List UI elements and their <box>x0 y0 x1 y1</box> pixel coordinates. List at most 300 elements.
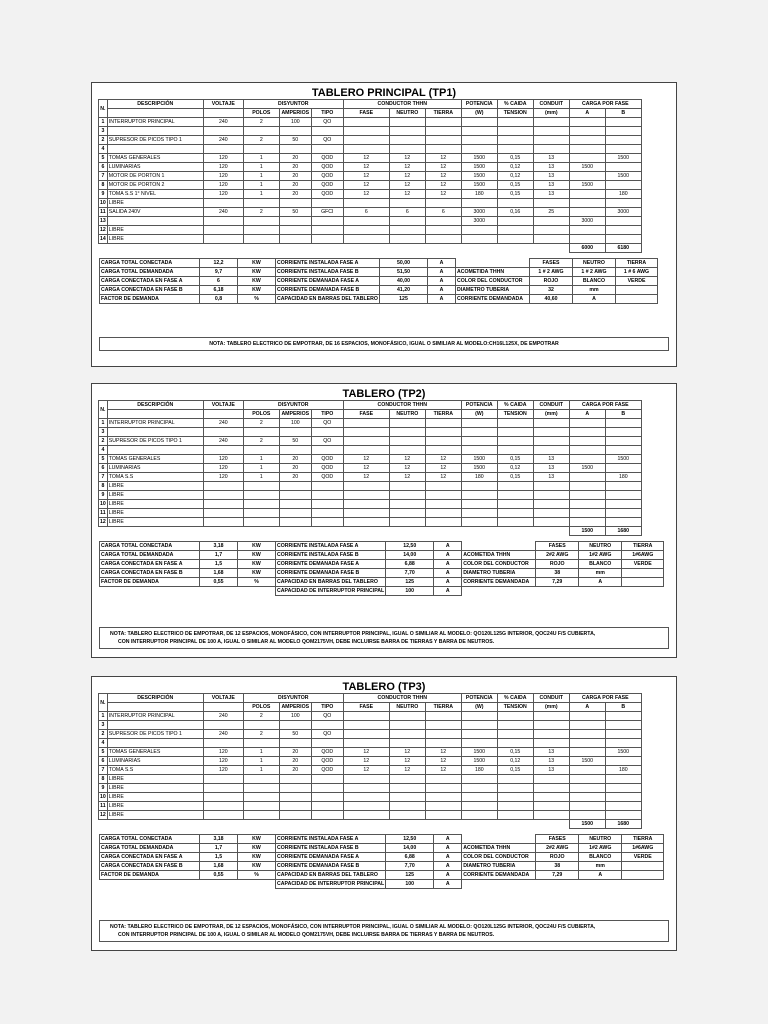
blank-cell <box>243 820 279 829</box>
cell-n: 7 <box>99 766 108 775</box>
cell-amp <box>279 226 311 235</box>
cell-neu: 12 <box>389 172 425 181</box>
summary-v3: 38 <box>536 862 579 871</box>
col-subheader-amperios: AMPERIOS <box>279 109 311 118</box>
summary-u: % <box>238 295 276 304</box>
cell-b <box>605 163 641 172</box>
cell-amp: 20 <box>279 190 311 199</box>
cell-caida <box>497 811 533 820</box>
table-row <box>99 455 642 464</box>
summary-v3 <box>536 587 579 596</box>
cell-tipo <box>311 500 343 509</box>
cell-v: 120 <box>203 181 243 190</box>
cell-p: 1 <box>243 757 279 766</box>
cell-tie <box>425 437 461 446</box>
cell-n: 4 <box>99 145 108 154</box>
cell-p: 2 <box>243 437 279 446</box>
blank-cell <box>497 244 533 253</box>
cell-desc: LIBRE <box>107 793 203 802</box>
summary-v <box>200 880 238 889</box>
cell-b: 3000 <box>605 208 641 217</box>
cell-p <box>243 500 279 509</box>
cell-desc: LIBRE <box>107 500 203 509</box>
col-subheader-blank <box>107 703 203 712</box>
cell-b <box>605 739 641 748</box>
cell-neu <box>389 446 425 455</box>
cell-fase <box>343 136 389 145</box>
table-row <box>99 208 642 217</box>
summary-v4: 1#2 AWG <box>579 551 622 560</box>
cell-tie: 12 <box>425 473 461 482</box>
summary-l: CARGA TOTAL DEMANDADA <box>100 844 200 853</box>
cell-n: 5 <box>99 154 108 163</box>
summary-l2: CORRIENTE INSTALADA FASE A <box>276 542 386 551</box>
cell-desc: TOMAS GENERALES <box>107 748 203 757</box>
cell-desc: TOMA S.S <box>107 766 203 775</box>
cell-tie <box>425 217 461 226</box>
cell-desc: MOTOR DE PORTON 2 <box>107 181 203 190</box>
cell-p <box>243 235 279 244</box>
summary-v3: 40,60 <box>530 295 573 304</box>
cell-neu <box>389 739 425 748</box>
col-header-conductor: CONDUCTOR THHN <box>343 694 461 703</box>
summary-l2: CAPACIDAD EN BARRAS DEL TABLERO <box>276 578 386 587</box>
cell-desc: LUMINARIAS <box>107 757 203 766</box>
cell-tipo: QOD <box>311 473 343 482</box>
cell-desc: SUPRESOR DE PICOS TIPO 1 <box>107 437 203 446</box>
cell-cond <box>533 118 569 127</box>
cell-p: 2 <box>243 118 279 127</box>
blank-cell <box>99 820 108 829</box>
cell-neu <box>389 145 425 154</box>
cell-v: 120 <box>203 766 243 775</box>
summary-v3: 2#2 AWG <box>536 844 579 853</box>
cell-b <box>605 127 641 136</box>
summary-u2: A <box>434 578 462 587</box>
cell-v <box>203 446 243 455</box>
cell-n: 9 <box>99 491 108 500</box>
col-header-voltaje: VOLTAJE <box>203 694 243 703</box>
summary-l3 <box>462 880 536 889</box>
cell-v <box>203 802 243 811</box>
cell-v: 120 <box>203 455 243 464</box>
cell-desc: TOMAS GENERALES <box>107 455 203 464</box>
cell-tipo <box>311 509 343 518</box>
cell-pot <box>461 199 497 208</box>
cell-p <box>243 482 279 491</box>
cell-p <box>243 811 279 820</box>
cell-fase <box>343 482 389 491</box>
cell-tipo: QOD <box>311 748 343 757</box>
col-subheader-blank <box>203 410 243 419</box>
cell-desc: LIBRE <box>107 518 203 527</box>
summary-u: KW <box>238 277 276 286</box>
summary-v3: 7,29 <box>536 871 579 880</box>
cell-tipo: QOD <box>311 455 343 464</box>
cell-b: 180 <box>605 190 641 199</box>
cell-fase <box>343 712 389 721</box>
panel-tp3 <box>91 676 677 951</box>
cell-pot <box>461 730 497 739</box>
summary-u2: A <box>434 862 462 871</box>
summary-table <box>92 541 676 596</box>
cell-fase: 12 <box>343 190 389 199</box>
cell-a: 3000 <box>569 217 605 226</box>
cell-fase <box>343 217 389 226</box>
cell-n: 12 <box>100 812 106 818</box>
cell-a <box>569 190 605 199</box>
cell-p <box>243 721 279 730</box>
cell-cond: 13 <box>533 154 569 163</box>
cell-tipo <box>311 428 343 437</box>
cell-n: 7 <box>99 172 108 181</box>
panel-tp2 <box>91 383 677 658</box>
summary-l3 <box>456 259 530 268</box>
cell-desc: TOMA S.S <box>107 473 203 482</box>
cell-caida <box>497 145 533 154</box>
col-header-caida: % CAIDA <box>497 694 533 703</box>
cell-cond <box>533 811 569 820</box>
cell-amp: 20 <box>279 455 311 464</box>
summary-v5 <box>616 295 658 304</box>
cell-cond <box>533 509 569 518</box>
summary-l: CARGA TOTAL CONECTADA <box>100 259 200 268</box>
summary-l <box>100 880 200 889</box>
table-row <box>99 127 642 136</box>
cell-n: 10 <box>100 501 106 507</box>
table-row <box>99 419 642 428</box>
summary-v4: BLANCO <box>573 277 616 286</box>
cell-v <box>203 793 243 802</box>
summary-u2: A <box>434 551 462 560</box>
cell-a: 1500 <box>569 181 605 190</box>
blank-cell <box>425 244 461 253</box>
summary-l: CARGA CONECTADA EN FASE B <box>100 286 200 295</box>
cell-tipo <box>311 491 343 500</box>
cell-neu <box>389 235 425 244</box>
summary-v2: 50,00 <box>380 259 428 268</box>
summary-l3 <box>462 587 536 596</box>
cell-cond <box>533 136 569 145</box>
cell-p: 1 <box>243 464 279 473</box>
cell-neu <box>389 217 425 226</box>
panel-title: TABLERO (TP2) <box>342 388 426 400</box>
cell-pot <box>461 811 497 820</box>
cell-caida: 0,16 <box>497 208 533 217</box>
cell-amp <box>279 482 311 491</box>
cell-fase <box>343 730 389 739</box>
table-row <box>99 793 642 802</box>
summary-row <box>100 862 664 871</box>
cell-fase: 12 <box>343 181 389 190</box>
summary-l3: DIAMETRO TUBERIA <box>462 862 536 871</box>
cell-tie <box>425 730 461 739</box>
cell-p: 2 <box>243 712 279 721</box>
cell-cond <box>533 500 569 509</box>
cell-b <box>605 118 641 127</box>
summary-v2: 14,00 <box>386 844 434 853</box>
cell-v: 120 <box>203 172 243 181</box>
cell-tie <box>425 235 461 244</box>
summary-l: CARGA CONECTADA EN FASE B <box>100 569 200 578</box>
cell-tie: 12 <box>425 190 461 199</box>
cell-tie: 12 <box>425 757 461 766</box>
cell-pot <box>461 235 497 244</box>
cell-tie: 12 <box>425 766 461 775</box>
summary-l2: CORRIENTE INSTALADA FASE B <box>276 268 380 277</box>
cell-neu: 12 <box>389 766 425 775</box>
cell-fase <box>343 775 389 784</box>
summary-l2: CORRIENTE DEMANADA FASE A <box>276 277 380 286</box>
cell-caida <box>497 730 533 739</box>
cell-pot <box>461 118 497 127</box>
cell-amp <box>279 802 311 811</box>
table-row <box>99 500 642 509</box>
summary-v2: 12,50 <box>386 542 434 551</box>
cell-p <box>243 784 279 793</box>
cell-desc: TOMA S.S 1° NIVEL <box>107 190 203 199</box>
cell-tie <box>425 482 461 491</box>
cell-v <box>203 482 243 491</box>
summary-v5 <box>622 569 664 578</box>
cell-desc: SALIDA 240V <box>107 208 203 217</box>
cell-pot: 1500 <box>461 748 497 757</box>
cell-fase: 12 <box>343 455 389 464</box>
cell-pot <box>461 482 497 491</box>
summary-u2: A <box>434 542 462 551</box>
cell-n: 7 <box>99 473 108 482</box>
summary-v5 <box>622 578 664 587</box>
col-header-descripcion: DESCRIPCIÓN <box>107 694 203 703</box>
cell-desc: LIBRE <box>107 802 203 811</box>
col-subheader-neutro: NEUTRO <box>389 109 425 118</box>
blank-cell <box>311 244 343 253</box>
cell-pot: 180 <box>461 473 497 482</box>
cell-neu <box>389 437 425 446</box>
cell-pot <box>461 500 497 509</box>
cell-v <box>203 127 243 136</box>
summary-l3: COLOR DEL CONDUCTOR <box>462 853 536 862</box>
cell-cond: 13 <box>533 163 569 172</box>
cell-p <box>243 226 279 235</box>
cell-p: 1 <box>243 163 279 172</box>
summary-v2: 7,70 <box>386 569 434 578</box>
summary-v4: A <box>579 578 622 587</box>
summary-v4: A <box>579 871 622 880</box>
summary-v4: mm <box>579 862 622 871</box>
cell-desc: LIBRE <box>107 482 203 491</box>
blank-cell <box>279 820 311 829</box>
cell-tie <box>425 491 461 500</box>
cell-neu: 12 <box>389 473 425 482</box>
cell-b <box>605 491 641 500</box>
cell-neu: 12 <box>389 748 425 757</box>
cell-fase: 12 <box>343 154 389 163</box>
cell-b <box>605 802 641 811</box>
summary-v4: 1 # 2 AWG <box>573 268 616 277</box>
cell-amp <box>279 793 311 802</box>
cell-v: 240 <box>203 136 243 145</box>
cell-b: 1500 <box>605 748 641 757</box>
cell-neu <box>389 802 425 811</box>
summary-l: CARGA CONECTADA EN FASE A <box>100 277 200 286</box>
blank-cell <box>533 820 569 829</box>
cell-amp: 20 <box>279 757 311 766</box>
cell-neu: 12 <box>389 163 425 172</box>
summary-v: 1,7 <box>200 844 238 853</box>
summary-u: KW <box>238 259 276 268</box>
cell-tie <box>425 739 461 748</box>
table-row <box>99 154 642 163</box>
col-header-conduit: CONDUIT <box>533 694 569 703</box>
summary-l2: CAPACIDAD DE INTERRUPTOR PRINCIPAL <box>277 588 385 594</box>
col-subheader-a: A <box>569 109 605 118</box>
cell-caida <box>497 437 533 446</box>
cell-desc: LIBRE <box>107 491 203 500</box>
panel-title: TABLERO (TP3) <box>342 681 426 693</box>
table-row <box>99 217 642 226</box>
summary-row <box>100 871 664 880</box>
cell-caida <box>497 793 533 802</box>
cell-pot <box>461 802 497 811</box>
cell-a <box>569 721 605 730</box>
cell-b: 180 <box>605 473 641 482</box>
cell-pot: 3000 <box>461 208 497 217</box>
cell-fase <box>343 127 389 136</box>
cell-amp <box>279 446 311 455</box>
col-header-voltaje: VOLTAJE <box>203 401 243 410</box>
cell-pot <box>461 136 497 145</box>
summary-v5 <box>622 587 664 596</box>
summary-v2: 6,88 <box>386 560 434 569</box>
summary-l: CARGA TOTAL DEMANDADA <box>100 551 200 560</box>
summary-l2: CORRIENTE DEMANADA FASE B <box>276 862 386 871</box>
summary-v2: 100 <box>386 880 434 889</box>
cell-amp: 50 <box>279 208 311 217</box>
summary-l2: CORRIENTE DEMANADA FASE A <box>276 560 386 569</box>
blank-cell <box>279 244 311 253</box>
cell-amp: 100 <box>279 419 311 428</box>
table-row <box>99 190 642 199</box>
table-row <box>99 199 642 208</box>
cell-p: 1 <box>243 172 279 181</box>
cell-cond <box>533 428 569 437</box>
summary-l2: CORRIENTE INSTALADA FASE B <box>276 844 386 853</box>
cell-p: 1 <box>243 473 279 482</box>
table-row <box>99 784 642 793</box>
cell-cond: 25 <box>533 208 569 217</box>
cell-pot <box>461 712 497 721</box>
cell-neu <box>389 491 425 500</box>
col-subheader-blank <box>107 410 203 419</box>
table-row <box>99 730 642 739</box>
cell-v: 240 <box>203 118 243 127</box>
table-row <box>99 482 642 491</box>
cell-neu <box>389 482 425 491</box>
cell-v: 240 <box>203 419 243 428</box>
cell-neu: 12 <box>389 757 425 766</box>
cell-p <box>243 802 279 811</box>
cell-tie <box>425 199 461 208</box>
cell-amp <box>279 127 311 136</box>
summary-v2: 51,50 <box>380 268 428 277</box>
summary-u: % <box>238 578 276 587</box>
blank-cell <box>389 820 425 829</box>
col-subheader-fase: FASE <box>343 109 389 118</box>
summary-v: 12,2 <box>200 259 238 268</box>
cell-a <box>569 172 605 181</box>
total-phase-b: 1680 <box>605 820 641 829</box>
cell-n: 3 <box>99 721 108 730</box>
summary-v3 <box>536 880 579 889</box>
cell-caida <box>497 500 533 509</box>
cell-b <box>605 793 641 802</box>
cell-tipo: QOD <box>311 172 343 181</box>
summary-u: KW <box>238 551 276 560</box>
table-row <box>99 748 642 757</box>
cell-tie: 12 <box>425 464 461 473</box>
summary-l3: ACOMETIDA THHN <box>456 268 530 277</box>
col-header-potencia: POTENCIA <box>461 401 497 410</box>
cell-a <box>569 802 605 811</box>
summary-u2: A <box>428 286 456 295</box>
cell-neu: 12 <box>389 464 425 473</box>
summary-l <box>100 587 200 596</box>
cell-p <box>243 739 279 748</box>
blank-cell <box>461 527 497 536</box>
cell-b <box>605 181 641 190</box>
summary-l3: CORRIENTE DEMANDADA <box>456 295 530 304</box>
cell-cond <box>533 145 569 154</box>
cell-n: 11 <box>100 510 106 516</box>
cell-n: 6 <box>99 464 108 473</box>
cell-caida <box>497 721 533 730</box>
summary-v4: BLANCO <box>579 853 622 862</box>
cell-n: 2 <box>99 730 108 739</box>
cell-b <box>605 784 641 793</box>
blank-cell <box>461 244 497 253</box>
cell-a <box>569 775 605 784</box>
summary-u2: A <box>434 560 462 569</box>
cell-tie <box>425 127 461 136</box>
summary-v4 <box>579 587 622 596</box>
cell-b <box>605 199 641 208</box>
note-line-1: NOTA: TABLERO ELECTRICO DE EMPOTRAR, DE 12 ESPACIOS, MONOFÁSICO, CON INTERRUPTOR PRINCIPAL, IGUAL O SIMILIAR AL MODELO: QO120L125G INTERIOR, QOC24U F/S CUBIERTA, <box>110 631 596 637</box>
cell-cond <box>533 217 569 226</box>
cell-n: 11 <box>100 209 106 215</box>
cell-v: 120 <box>203 473 243 482</box>
cell-pot <box>461 721 497 730</box>
cell-tipo <box>311 775 343 784</box>
col-subheader-tension: TENSION <box>497 703 533 712</box>
blank-cell <box>107 244 203 253</box>
summary-v: 1,5 <box>200 853 238 862</box>
cell-amp <box>279 811 311 820</box>
summary-row <box>100 587 664 596</box>
cell-cond <box>533 730 569 739</box>
cell-b <box>605 419 641 428</box>
summary-v5: VERDE <box>622 560 664 569</box>
cell-b <box>605 226 641 235</box>
cell-a <box>569 428 605 437</box>
cell-fase <box>343 446 389 455</box>
summary-l: CARGA CONECTADA EN FASE A <box>100 853 200 862</box>
blank-cell <box>203 820 243 829</box>
cell-pot: 1500 <box>461 172 497 181</box>
cell-caida: 0,15 <box>497 455 533 464</box>
cell-caida <box>497 199 533 208</box>
summary-u: KW <box>238 862 276 871</box>
